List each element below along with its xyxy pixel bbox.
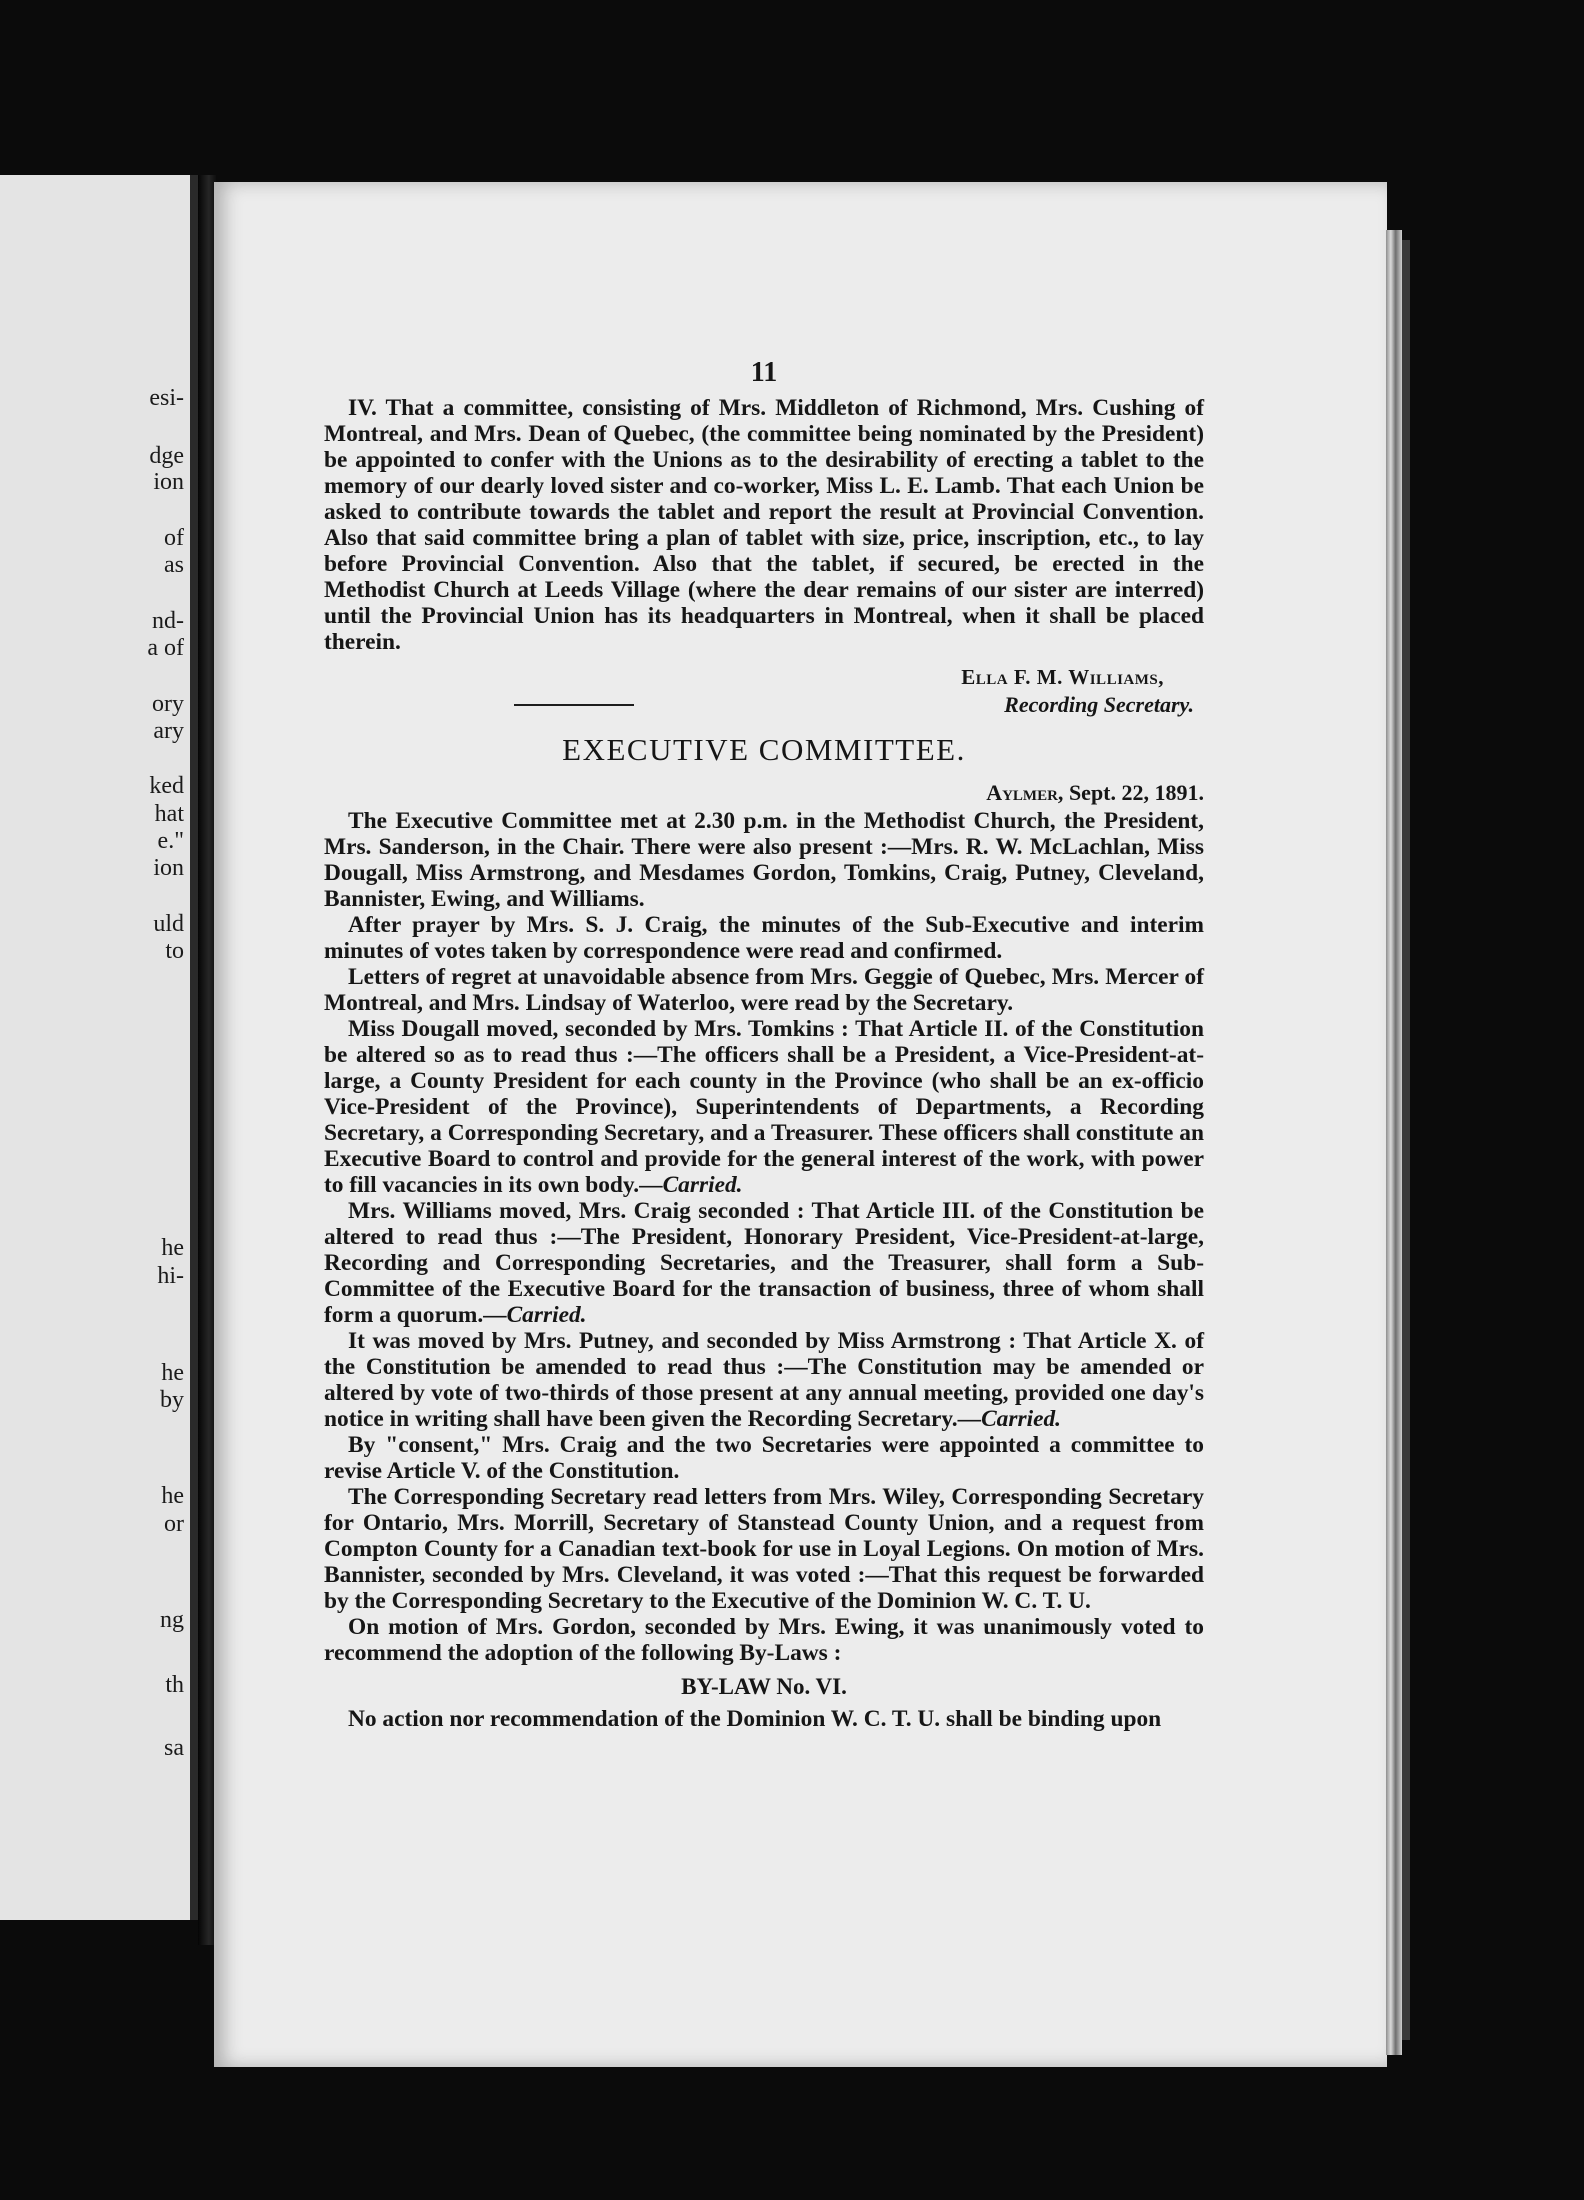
section-divider <box>514 704 634 706</box>
facing-line: dge <box>149 443 184 469</box>
facing-line: sa <box>164 1735 184 1761</box>
facing-line: or <box>164 1511 184 1537</box>
page-edge-shadow <box>1402 240 1410 2040</box>
facing-line: ory <box>152 691 184 717</box>
dateline <box>324 780 1204 806</box>
facing-line: he <box>161 1235 184 1261</box>
facing-line: ion <box>153 855 184 881</box>
motion-article-x <box>324 1328 1204 1432</box>
minutes-paragraph: The Executive Committee met at 2.30 p.m. in the Methodist Church, the President, Mrs. Sanderson, in the Chair. There were also present :—Mrs. R. W. McLachlan, Miss Dougall, Miss Armstrong, and Mesdames Gordon, Tomkins, Craig, Putney, Cleveland, Bannister, Ewing, and Williams. <box>324 808 1204 912</box>
minutes-paragraph: The Corresponding Secretary read letters from Mrs. Wiley, Corresponding Secretary for Ontario, Mrs. Morrill, Secretary of Stanstead County Union, and a request from Compton County for a Canadian text-book for use in Loyal Legions. On motion of Mrs. Bannister, seconded by Mrs. Cleveland, it was voted :—That this request be forwarded by the Corresponding Secretary to the Executive of the Dominion W. C. T. U. <box>324 1484 1204 1614</box>
dateline-date: Sept. 22, 1891. <box>1068 780 1204 805</box>
facing-line: a of <box>147 635 184 661</box>
motion-article-ii <box>324 1016 1204 1198</box>
facing-line: ion <box>153 469 184 495</box>
page-content <box>324 357 1204 1732</box>
facing-line: ng <box>160 1607 184 1633</box>
facing-line: esi- <box>149 385 184 411</box>
document-page <box>214 182 1387 2067</box>
facing-line: to <box>165 938 184 964</box>
resolution-iv: IV. That a committee, consisting of Mrs. Middleton of Richmond, Mrs. Cushing of Montreal, and Mrs. Dean of Quebec, (the committee being nominated by the President) be appointed to confer with the Unions as to the desirability of erecting a tablet to the memory of our dearly loved sister and co-worker, Miss L. E. Lamb. That each Union be asked to contribute towards the tablet and report the result at Provincial Convention. Also that said committee bring a plan of tablet with size, price, inscription, etc., to lay before Provincial Convention. Also that the tablet, if secured, be erected in the Methodist Church at Leeds Village (where the dear remains of our sister are interred) until the Provincial Union has its headquarters in Montreal, when it shall be placed therein. <box>324 395 1204 655</box>
motion-text: Miss Dougall moved, seconded by Mrs. Tomkins : That Article II. of the Constitution be altered so as to read thus :—The officers shall be a President, a Vice-President-at-large, a County President for each county in the Province (who shall be an ex-officio Vice-President of the Province), Superintendents of Departments, a Recording Secretary, a Corresponding Secretary, and a Treasurer. These officers shall constitute an Executive Board to control and provide for the general interest of the work, with power to fill vacancies in its own body.— <box>324 1016 1204 1198</box>
section-heading: EXECUTIVE COMMITTEE. <box>562 732 966 767</box>
dateline-place: Aylmer, <box>986 780 1064 805</box>
facing-page <box>0 175 198 1920</box>
carried-label: Carried. <box>506 1302 587 1328</box>
signature-name: Ella F. M. Williams, <box>961 665 1164 689</box>
facing-page-text <box>0 175 190 1920</box>
facing-line: th <box>165 1672 184 1698</box>
facing-line: he <box>161 1360 184 1386</box>
facing-line: of <box>164 525 184 551</box>
motion-text: It was moved by Mrs. Putney, and seconded by Miss Armstrong : That Article X. of the Constitution be amended to read thus :—The Constitution may be amended or altered by vote of two-thirds of those present at any annual meeting, provided one day's notice in writing shall have been given the Recording Secretary.— <box>324 1328 1204 1432</box>
minutes-paragraph: After prayer by Mrs. S. J. Craig, the minutes of the Sub-Executive and interim minutes of votes taken by correspondence were read and confirmed. <box>324 912 1204 964</box>
minutes-paragraph: By "consent," Mrs. Craig and the two Secretaries were appointed a committee to revise Article V. of the Constitution. <box>324 1432 1204 1484</box>
bylaw-heading: BY-LAW No. VI. <box>681 1674 847 1699</box>
motion-text: Mrs. Williams moved, Mrs. Craig seconded : That Article III. of the Constitution be altered to read thus :—The President, Honorary President, Vice-President-at-large, Recording and Corresponding Secretaries, and the Treasurer, shall form a Sub-Committee of the Executive Board for the transaction of business, three of whom shall form a quorum.— <box>324 1198 1204 1328</box>
facing-line: as <box>164 552 184 578</box>
facing-line: by <box>160 1387 184 1413</box>
minutes-paragraph: Letters of regret at unavoidable absence from Mrs. Geggie of Quebec, Mrs. Mercer of Montreal, and Mrs. Lindsay of Waterloo, were read by the Secretary. <box>324 964 1204 1016</box>
facing-line: nd- <box>152 608 184 634</box>
facing-line: hat <box>154 801 184 827</box>
bylaw-text: No action nor recommendation of the Dominion W. C. T. U. shall be binding upon <box>348 1706 1162 1732</box>
facing-line: uld <box>153 911 184 937</box>
page-number: 11 <box>750 357 778 388</box>
carried-label: Carried. <box>981 1406 1061 1432</box>
facing-line: ary <box>153 718 184 744</box>
carried-label: Carried. <box>662 1172 743 1198</box>
motion-article-iii <box>324 1198 1204 1328</box>
signature-title: Recording Secretary. <box>1004 692 1194 717</box>
minutes-paragraph: On motion of Mrs. Gordon, seconded by Mrs. Ewing, it was unanimously voted to recommend the adoption of the following By-Laws : <box>324 1614 1204 1666</box>
facing-line: hi- <box>157 1263 184 1289</box>
facing-line: ked <box>149 773 184 799</box>
page-edge <box>1386 230 1402 2055</box>
facing-line: e." <box>157 828 184 854</box>
facing-line: he <box>161 1483 184 1509</box>
